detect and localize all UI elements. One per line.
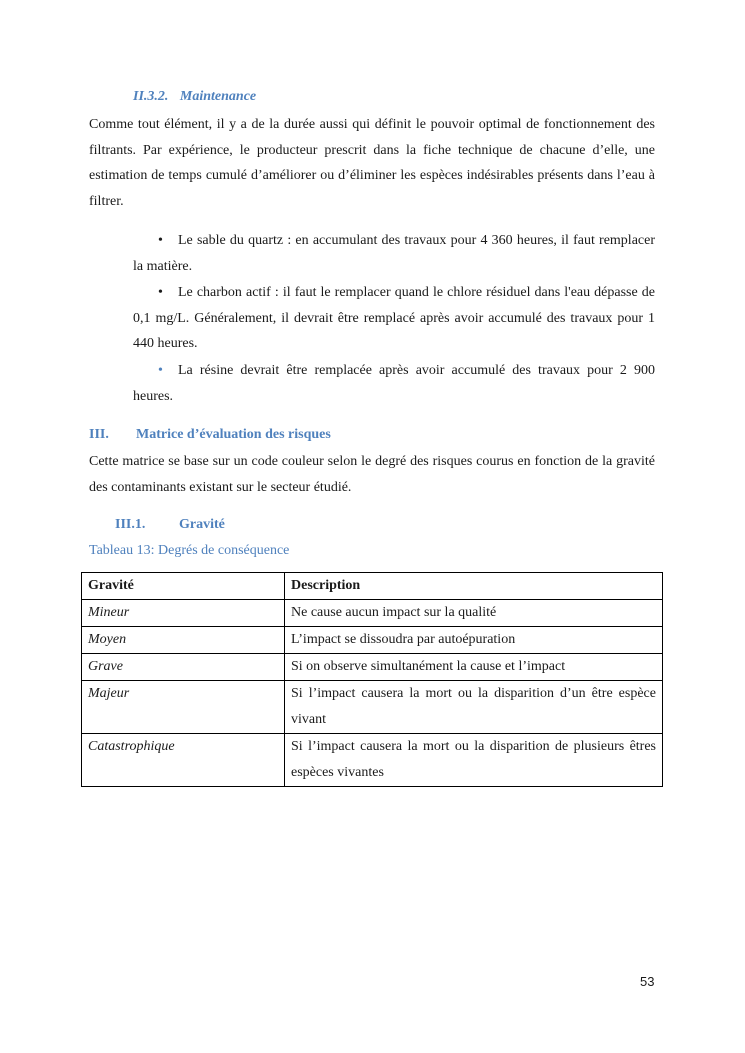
gravity-level: Majeur (82, 681, 285, 734)
gravity-table (81, 572, 663, 787)
header-cell-description: Description (285, 573, 663, 600)
table-row (82, 681, 663, 734)
maintenance-paragraph: Comme tout élément, il y a de la durée aussi qui définit le pouvoir optimal de fonctionnement des filtrants. Par expérience, le producteur prescrit dans la fiche technique de chacune d’elle, une estimation de temps cumulé d’améliorer ou d’éliminer les espèces indésirables présents dans l’eau à filtrer. (89, 117, 655, 209)
gravity-description: Ne cause aucun impact sur la qualité (285, 600, 663, 627)
section-title: Maintenance (179, 89, 257, 104)
gravity-description: Si on observe simultanément la cause et l’impact (285, 654, 663, 681)
header-cell-gravite: Gravité (82, 573, 285, 600)
bullet-item-charbon: Le charbon actif : il faut le remplacer quand le chlore résiduel dans l'eau dépasse de 0,1 mg/L. Généralement, il devrait être remplacé après avoir accumulé des travaux pour 1 440 heures. (133, 285, 655, 352)
section-number: II.3.2. (133, 89, 169, 104)
bullet-item-sable: Le sable du quartz : en accumulant des travaux pour 4 360 heures, il faut remplacer la matière. (133, 233, 655, 274)
section-number: III.1. (115, 517, 146, 532)
page-number: 53 (640, 974, 655, 989)
bullet-dot: • (158, 285, 163, 300)
gravity-description: L’impact se dissoudra par autoépuration (285, 627, 663, 654)
bullet-dot: • (158, 363, 163, 378)
gravity-level: Catastrophique (82, 734, 285, 787)
gravity-description: Si l’impact causera la mort ou la disparition d’un être espèce vivant (285, 681, 663, 734)
section-heading-maintenance (133, 89, 256, 105)
table-caption: Tableau 13: Degrés de conséquence (89, 543, 290, 558)
section-title: Matrice d’évaluation des risques (136, 427, 331, 442)
table-row (82, 734, 663, 787)
gravity-level: Moyen (82, 627, 285, 654)
section-heading-gravite (115, 517, 225, 533)
matrix-paragraph: Cette matrice se base sur un code couleur selon le degré des risques courus en fonction de la gravité des contaminants existant sur le secteur étudié. (89, 454, 655, 495)
gravity-level: Grave (82, 654, 285, 681)
table-header-row (82, 573, 663, 600)
gravity-description: Si l’impact causera la mort ou la disparition de plusieurs êtres espèces vivantes (285, 734, 663, 787)
bullet-dot: • (158, 233, 163, 248)
gravity-level: Mineur (82, 600, 285, 627)
bullet-item-resine: La résine devrait être remplacée après avoir accumulé des travaux pour 2 900 heures. (133, 363, 655, 404)
section-title: Gravité (179, 517, 225, 532)
table-row (82, 654, 663, 681)
section-number: III. (89, 427, 109, 442)
table-row (82, 627, 663, 654)
section-heading-matrice (89, 427, 331, 443)
table-row (82, 600, 663, 627)
